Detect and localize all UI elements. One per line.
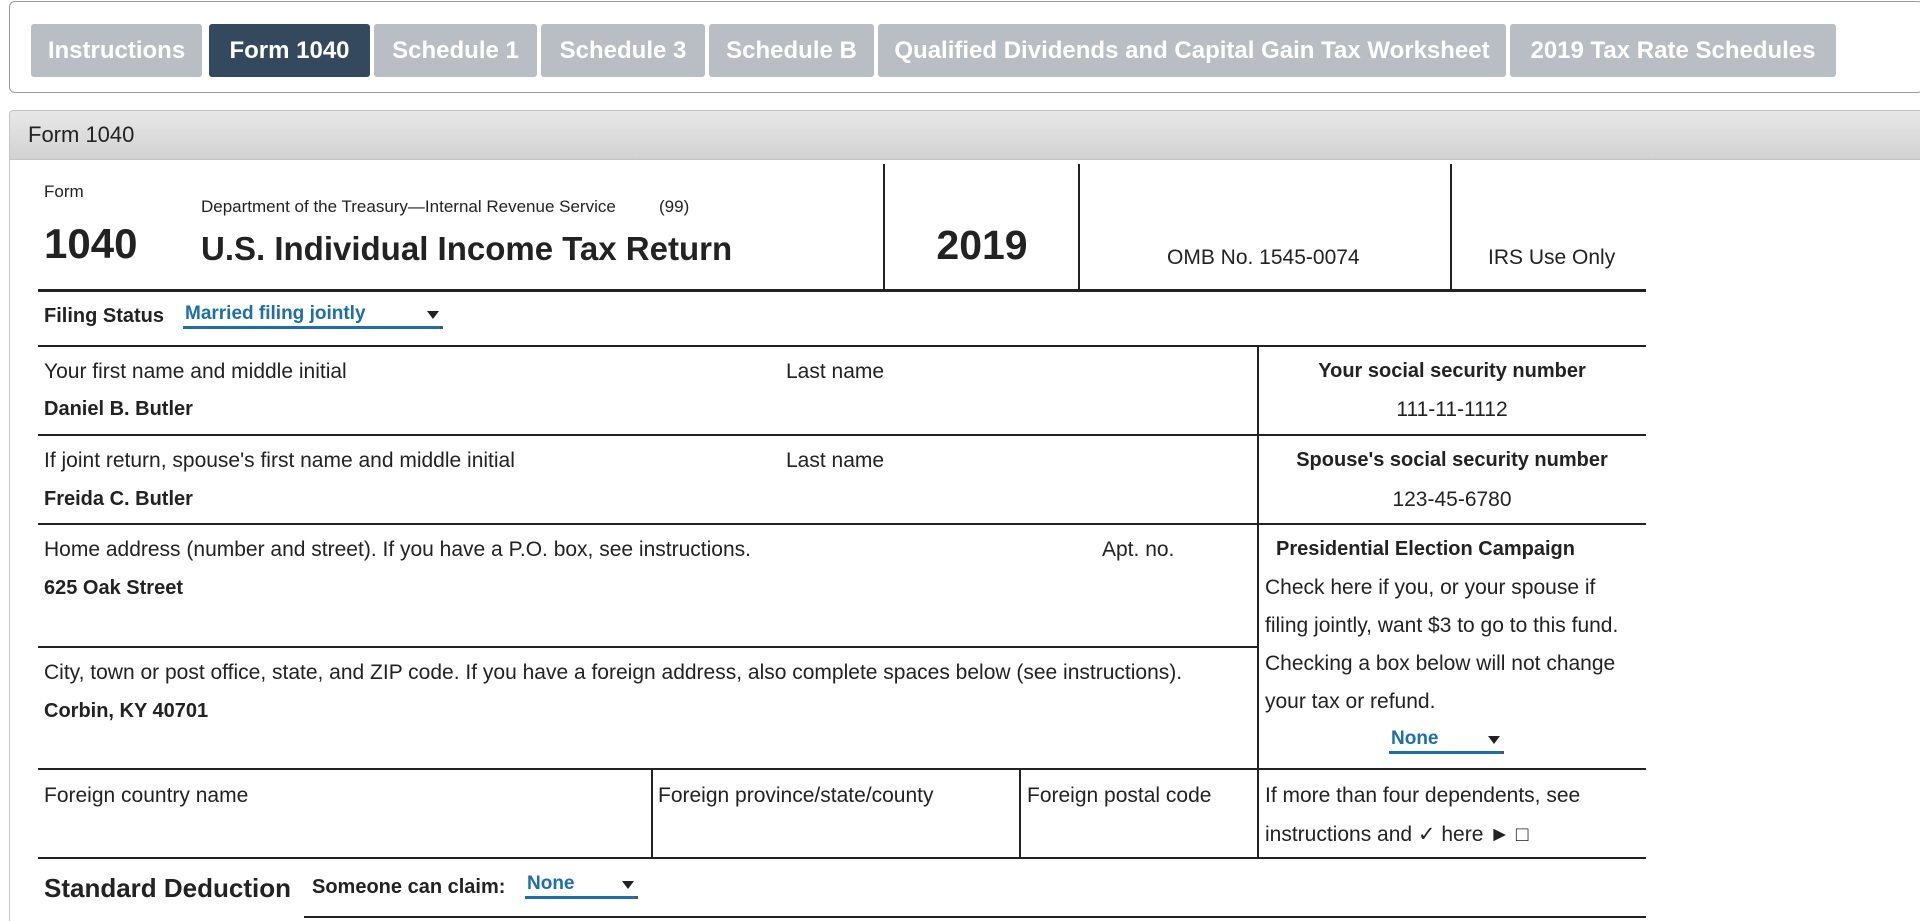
header-divider (1078, 164, 1080, 291)
chevron-down-icon (1488, 736, 1500, 744)
form-word: Form (44, 182, 84, 201)
omb-number: OMB No. 1545-0074 (1167, 246, 1360, 269)
dependents-check[interactable]: instructions and ✓ here ► □ (1265, 823, 1529, 846)
dependents-note: If more than four dependents, see (1265, 784, 1581, 807)
last-name-label: Last name (786, 360, 885, 383)
column-divider (1019, 768, 1021, 858)
city-label: City, town or post office, state, and ZIP code. If you have a foreign address, also complete spaces below (see instructions). (44, 661, 1183, 684)
chevron-down-icon (622, 881, 634, 889)
header-divider (1450, 164, 1452, 291)
city-state-zip[interactable]: Corbin, KY 40701 (44, 700, 209, 722)
department-label: Department of the Treasury—Internal Revenue Service (201, 197, 616, 216)
column-divider (651, 768, 653, 858)
row-rule (38, 768, 1646, 770)
tab-bar (9, 1, 1920, 93)
presidential-text: filing jointly, want $3 to go to this fund. (1265, 614, 1619, 637)
tax-year: 2019 (936, 222, 1028, 268)
presidential-text: your tax or refund. (1265, 690, 1436, 713)
tab-tax-rate-schedules[interactable]: 2019 Tax Rate Schedules (1510, 24, 1836, 77)
someone-can-claim-select[interactable] (525, 873, 638, 899)
form-title: U.S. Individual Income Tax Return (201, 230, 733, 267)
ssn-label: Your social security number (1318, 360, 1586, 382)
tab-schedule-3[interactable]: Schedule 3 (541, 24, 705, 77)
row-rule (304, 916, 1646, 918)
spouse-first-name-label: If joint return, spouse's first name and middle initial (44, 449, 515, 472)
presidential-text: Check here if you, or your spouse if (1265, 576, 1596, 599)
department-code: (99) (659, 197, 690, 216)
home-address[interactable]: 625 Oak Street (44, 577, 183, 599)
taxpayer-name[interactable]: Daniel B. Butler (44, 398, 193, 420)
spouse-ssn[interactable]: 123-45-6780 (1392, 488, 1512, 511)
row-rule (38, 857, 1646, 859)
someone-can-claim-value: None (527, 873, 575, 894)
tab-qualified-dividends-worksheet[interactable]: Qualified Dividends and Capital Gain Tax Worksheet (878, 24, 1506, 77)
foreign-postal-label: Foreign postal code (1027, 784, 1212, 807)
foreign-country-label: Foreign country name (44, 784, 249, 807)
row-rule (38, 523, 1646, 525)
filing-status-value: Married filing jointly (185, 303, 366, 324)
row-rule (38, 345, 1646, 347)
tab-schedule-1[interactable]: Schedule 1 (374, 24, 537, 77)
presidential-text: Checking a box below will not change (1265, 652, 1616, 675)
filing-status-label: Filing Status (44, 305, 164, 327)
home-address-label: Home address (number and street). If you have a P.O. box, see instructions. (44, 538, 751, 561)
form-number: 1040 (44, 220, 138, 267)
column-divider (1257, 345, 1259, 858)
first-name-label: Your first name and middle initial (44, 360, 347, 383)
tab-schedule-b[interactable]: Schedule B (709, 24, 874, 77)
someone-can-claim-label: Someone can claim: (312, 876, 506, 898)
presidential-campaign-select[interactable] (1389, 728, 1504, 754)
row-rule (38, 434, 1646, 436)
taxpayer-ssn[interactable]: 111-11-1112 (1396, 398, 1508, 421)
presidential-campaign-title: Presidential Election Campaign (1276, 538, 1575, 560)
panel-title: Form 1040 (9, 110, 1920, 160)
foreign-province-label: Foreign province/state/county (658, 784, 934, 807)
tab-form-1040[interactable]: Form 1040 (209, 24, 370, 77)
spouse-last-name-label: Last name (786, 449, 885, 472)
presidential-campaign-value: None (1391, 728, 1439, 749)
header-rule (38, 289, 1646, 292)
filing-status-select[interactable] (183, 303, 443, 329)
chevron-down-icon (427, 311, 439, 319)
standard-deduction-label: Standard Deduction (44, 873, 292, 903)
spouse-name[interactable]: Freida C. Butler (44, 488, 193, 510)
row-rule (38, 646, 1258, 648)
panel-border-left (9, 160, 10, 921)
spouse-ssn-label: Spouse's social security number (1296, 449, 1608, 471)
tab-instructions[interactable]: Instructions (31, 24, 202, 77)
irs-use-only: IRS Use Only (1488, 246, 1616, 269)
apt-number-label: Apt. no. (1102, 538, 1175, 561)
